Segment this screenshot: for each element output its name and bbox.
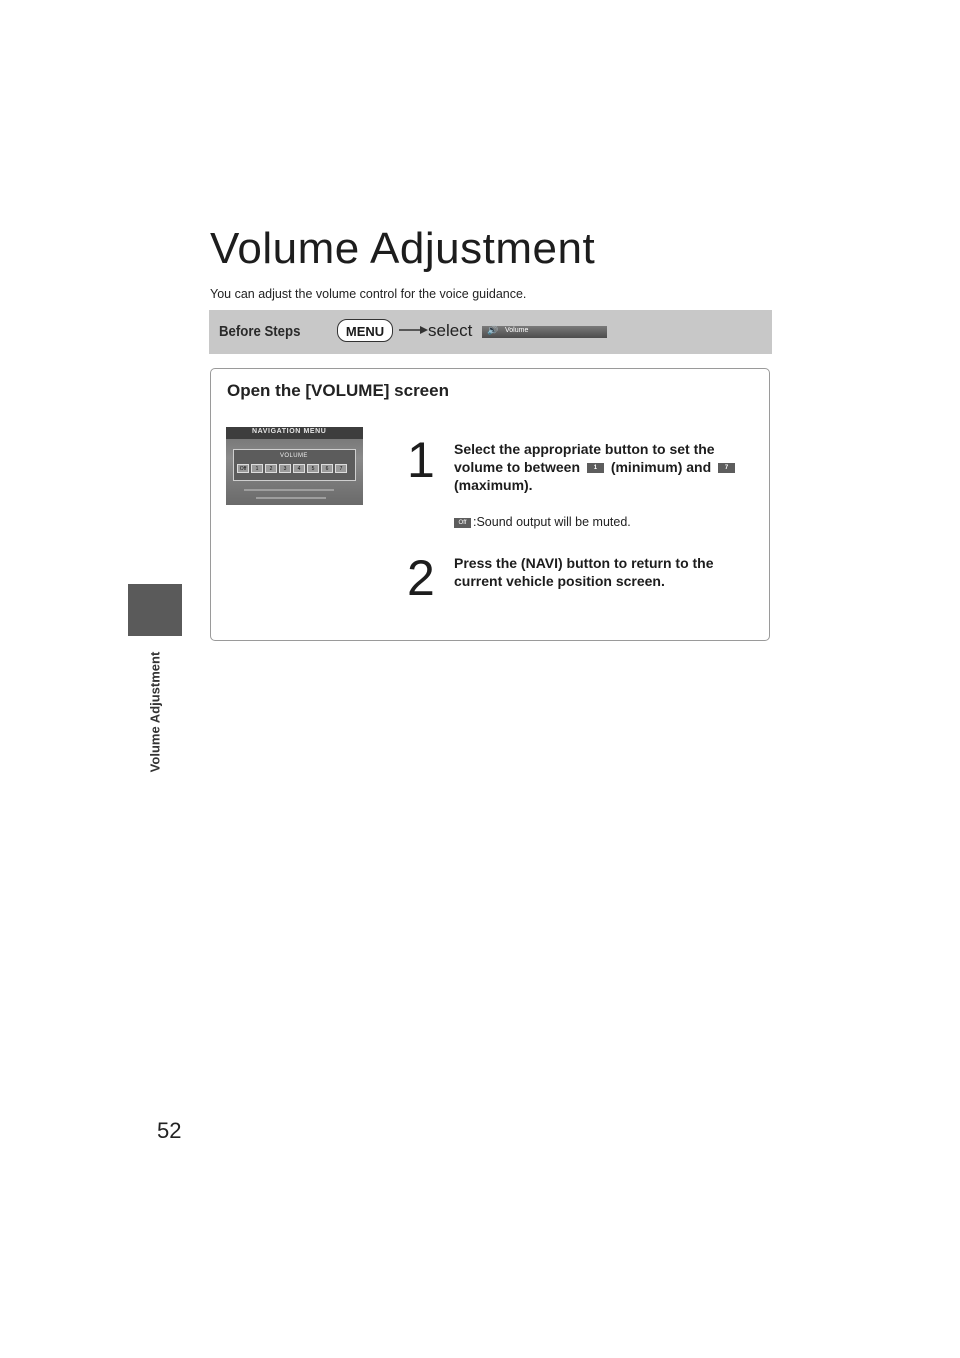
step-1-text-after: (maximum). [454,477,533,493]
step-1-text-before: Select the appropriate button to set the volume to between [454,441,715,475]
volume-keys [237,464,347,473]
screen-header-title: NAVIGATION MENU [252,428,327,435]
chapter-tab [128,584,182,636]
min-volume-button: 1 [587,463,604,473]
speaker-icon: 🔊 [487,325,499,335]
step-number: 1 [407,432,435,488]
screen-header [226,427,363,439]
volume-key-7: 7 [335,464,347,473]
procedure-panel [210,368,770,641]
chapter-side-label: Volume Adjustment [147,651,163,773]
volume-key-1: 1 [251,464,263,473]
volume-box [233,449,356,481]
volume-key-4: 4 [293,464,305,473]
menu-key: MENU [337,319,393,342]
screen-menu-line [244,489,334,491]
volume-chip-label: Volume [505,327,529,334]
navigation-menu-screenshot [226,427,363,505]
step-1-text [454,440,759,494]
step-number: 2 [407,550,435,606]
page-title: Volume Adjustment [210,224,596,273]
step-1-text-middle: (minimum) and [610,459,712,475]
arrow-right-icon [399,325,429,335]
max-volume-button: 7 [718,463,735,473]
before-steps-bar [209,310,772,354]
volume-menu-chip [482,326,607,338]
mute-note-text: :Sound output will be muted. [473,515,631,529]
volume-key-5: 5 [307,464,319,473]
step-2-text: Press the (NAVI) button to return to the current vehicle position screen. [454,555,714,589]
intro-text: You can adjust the volume control for the voice guidance. [210,287,527,301]
volume-key-off: Off [237,464,249,473]
mute-note [454,515,631,529]
volume-key-2: 2 [265,464,277,473]
screen-menu-line [256,497,326,499]
before-steps-label: Before Steps [219,323,301,340]
volume-key-6: 6 [321,464,333,473]
volume-box-title: VOLUME [280,453,308,459]
page-number: 52 [157,1118,182,1143]
off-button: Off [454,518,471,528]
select-word: select [428,321,473,340]
volume-key-3: 3 [279,464,291,473]
panel-title: Open the [VOLUME] screen [227,381,449,400]
